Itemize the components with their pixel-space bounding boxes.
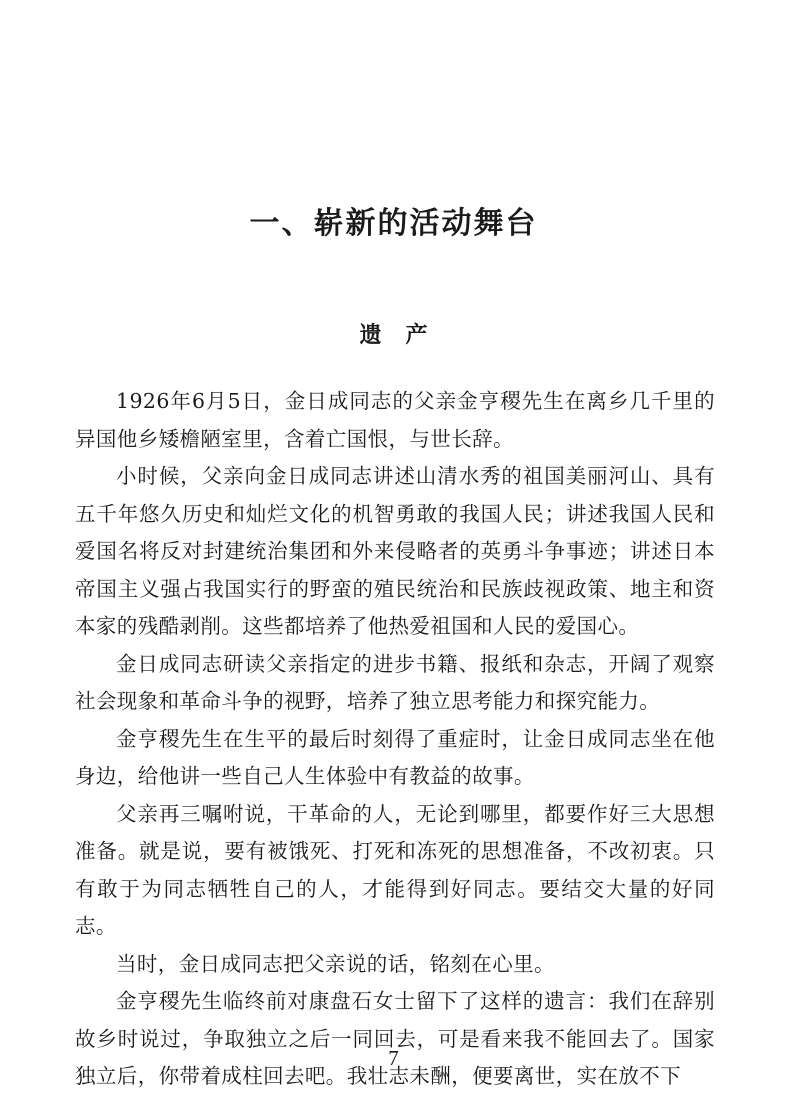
paragraph: 小时候，父亲向金日成同志讲述山清水秀的祖国美丽河山、具有五千年悠久历史和灿烂文化的机智勇敢的我国人民；讲述我国人民和爱国名将反对封建统治集团和外来侵略者的英勇斗争事迹；讲述日本帝国主义强占我国实行的野蛮的殖民统治和民族歧视政策、地主和资本家的残酷剥削。这些都培养了他热爱祖国和人民的爱国心。 xyxy=(75,464,715,638)
page-number: 7 xyxy=(388,1046,399,1070)
chapter-title: 一、崭新的活动舞台 xyxy=(249,206,538,241)
paragraph: 金亨稷先生在生平的最后时刻得了重症时，让金日成同志坐在他身边，给他讲一些自己人生体验中有教益的故事。 xyxy=(75,726,715,788)
body-text xyxy=(75,383,715,1096)
paragraph: 1926年6月5日，金日成同志的父亲金亨稷先生在离乡几千里的异国他乡矮檐陋室里，含着亡国恨，与世长辞。 xyxy=(75,389,715,451)
paragraph: 父亲再三嘱咐说，干革命的人，无论到哪里，都要作好三大思想准备。就是说，要有被饿死、打死和冻死的思想准备，不改初衷。只有敢于为同志牺牲自己的人，才能得到好同志。要结交大量的好同志。 xyxy=(75,801,715,938)
paragraph: 当时，金日成同志把父亲说的话，铭刻在心里。 xyxy=(116,951,555,976)
section-title: 遗产 xyxy=(359,322,452,348)
paragraph: 金日成同志研读父亲指定的进步书籍、报纸和杂志，开阔了观察社会现象和革命斗争的视野，培养了独立思考能力和探究能力。 xyxy=(75,651,715,713)
paragraph: 金亨稷先生临终前对康盘石女士留下了这样的遗言：我们在辞别故乡时说过，争取独立之后一同回去，可是看来我不能回去了。国家独立后，你带着成柱回去吧。我壮志未酬，便要离世，实在放不下 xyxy=(75,989,715,1088)
